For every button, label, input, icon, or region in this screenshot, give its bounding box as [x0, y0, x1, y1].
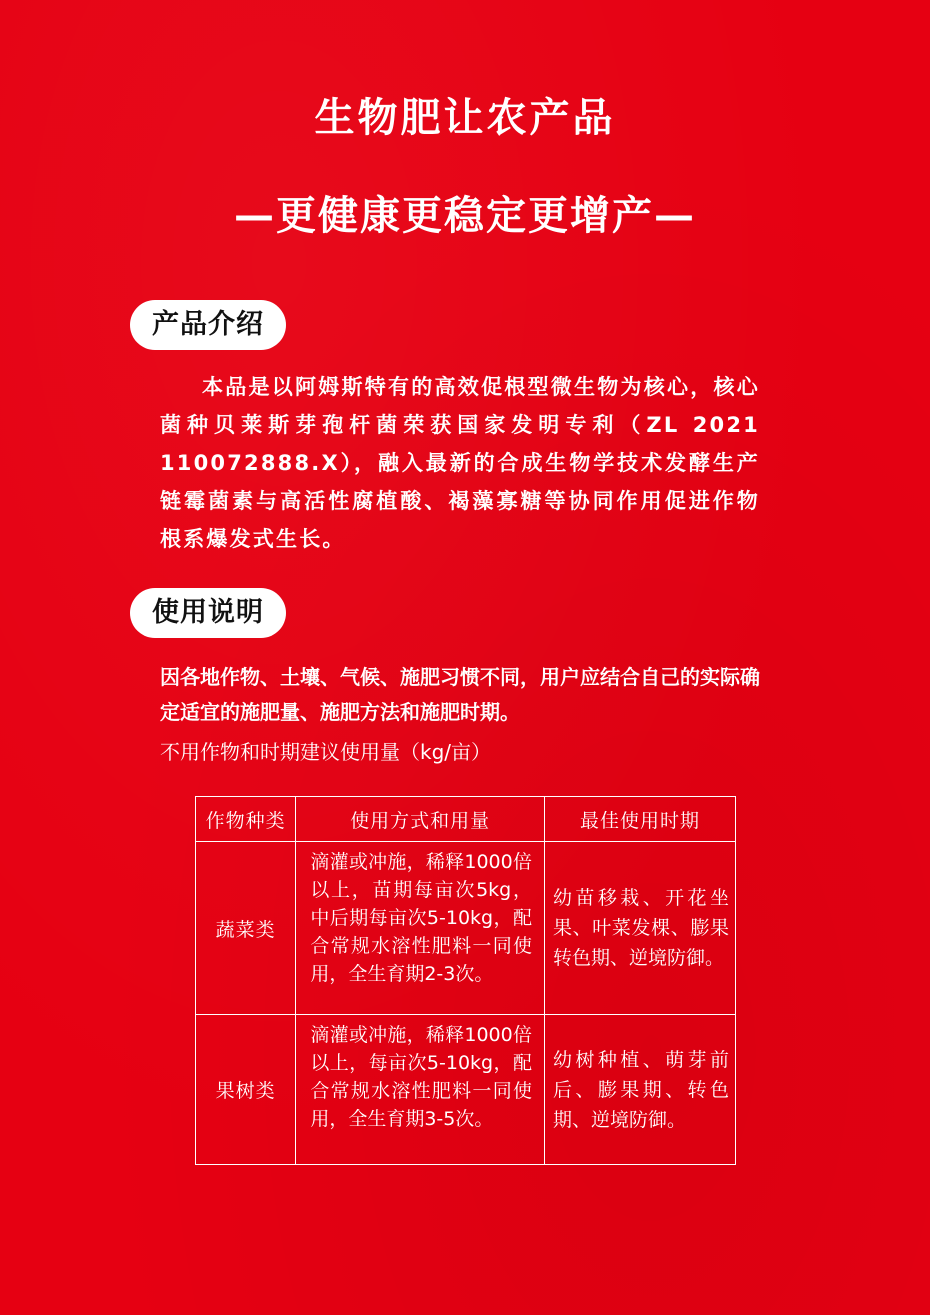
header-best-period: 最佳使用时期	[544, 797, 735, 842]
header-method-dosage: 使用方式和用量	[296, 797, 545, 842]
intro-paragraph: 本品是以阿姆斯特有的高效促根型微生物为核心，核心菌种贝莱斯芽孢杆菌荣获国家发明专利（ZL 2021 110072888.X），融入最新的合成生物学技术发酵生产链霉菌素与高活性腐植酸、褐藻寡糖等协同作用促进作物根系爆发式生长。	[160, 375, 760, 551]
dosage-table	[195, 796, 736, 1165]
table-row	[196, 1015, 736, 1165]
cell-method: 滴灌或冲施，稀释1000倍以上，苗期每亩次5kg，中后期每亩次5-10kg，配合常规水溶性肥料一同使用，全生育期2-3次。	[296, 842, 545, 1015]
usage-paragraph: 因各地作物、土壤、气候、施肥习惯不同，用户应结合自己的实际确定适宜的施肥量、施肥方法和施肥时期。	[160, 665, 760, 724]
table-row	[196, 842, 736, 1015]
cell-method: 滴灌或冲施，稀释1000倍以上，每亩次5-10kg，配合常规水溶性肥料一同使用，全生育期3-5次。	[296, 1015, 545, 1165]
table-header-row	[196, 797, 736, 842]
page-title: 生物肥让农产品	[314, 95, 616, 141]
cell-crop: 果树类	[196, 1015, 296, 1165]
section-label-usage: 使用说明	[130, 588, 286, 638]
cell-crop: 蔬菜类	[196, 842, 296, 1015]
cell-period: 幼苗移栽、开花坐果、叶菜发棵、膨果转色期、逆境防御。	[544, 842, 735, 1015]
dosage-table-caption: 不用作物和时期建议使用量（kg/亩）	[160, 740, 492, 764]
header-crop-type: 作物种类	[196, 797, 296, 842]
cell-period: 幼树种植、萌芽前后、膨果期、转色期、逆境防御。	[544, 1015, 735, 1165]
section-label-intro: 产品介绍	[130, 300, 286, 350]
page-subtitle: —更健康更稳定更增产—	[234, 193, 696, 239]
